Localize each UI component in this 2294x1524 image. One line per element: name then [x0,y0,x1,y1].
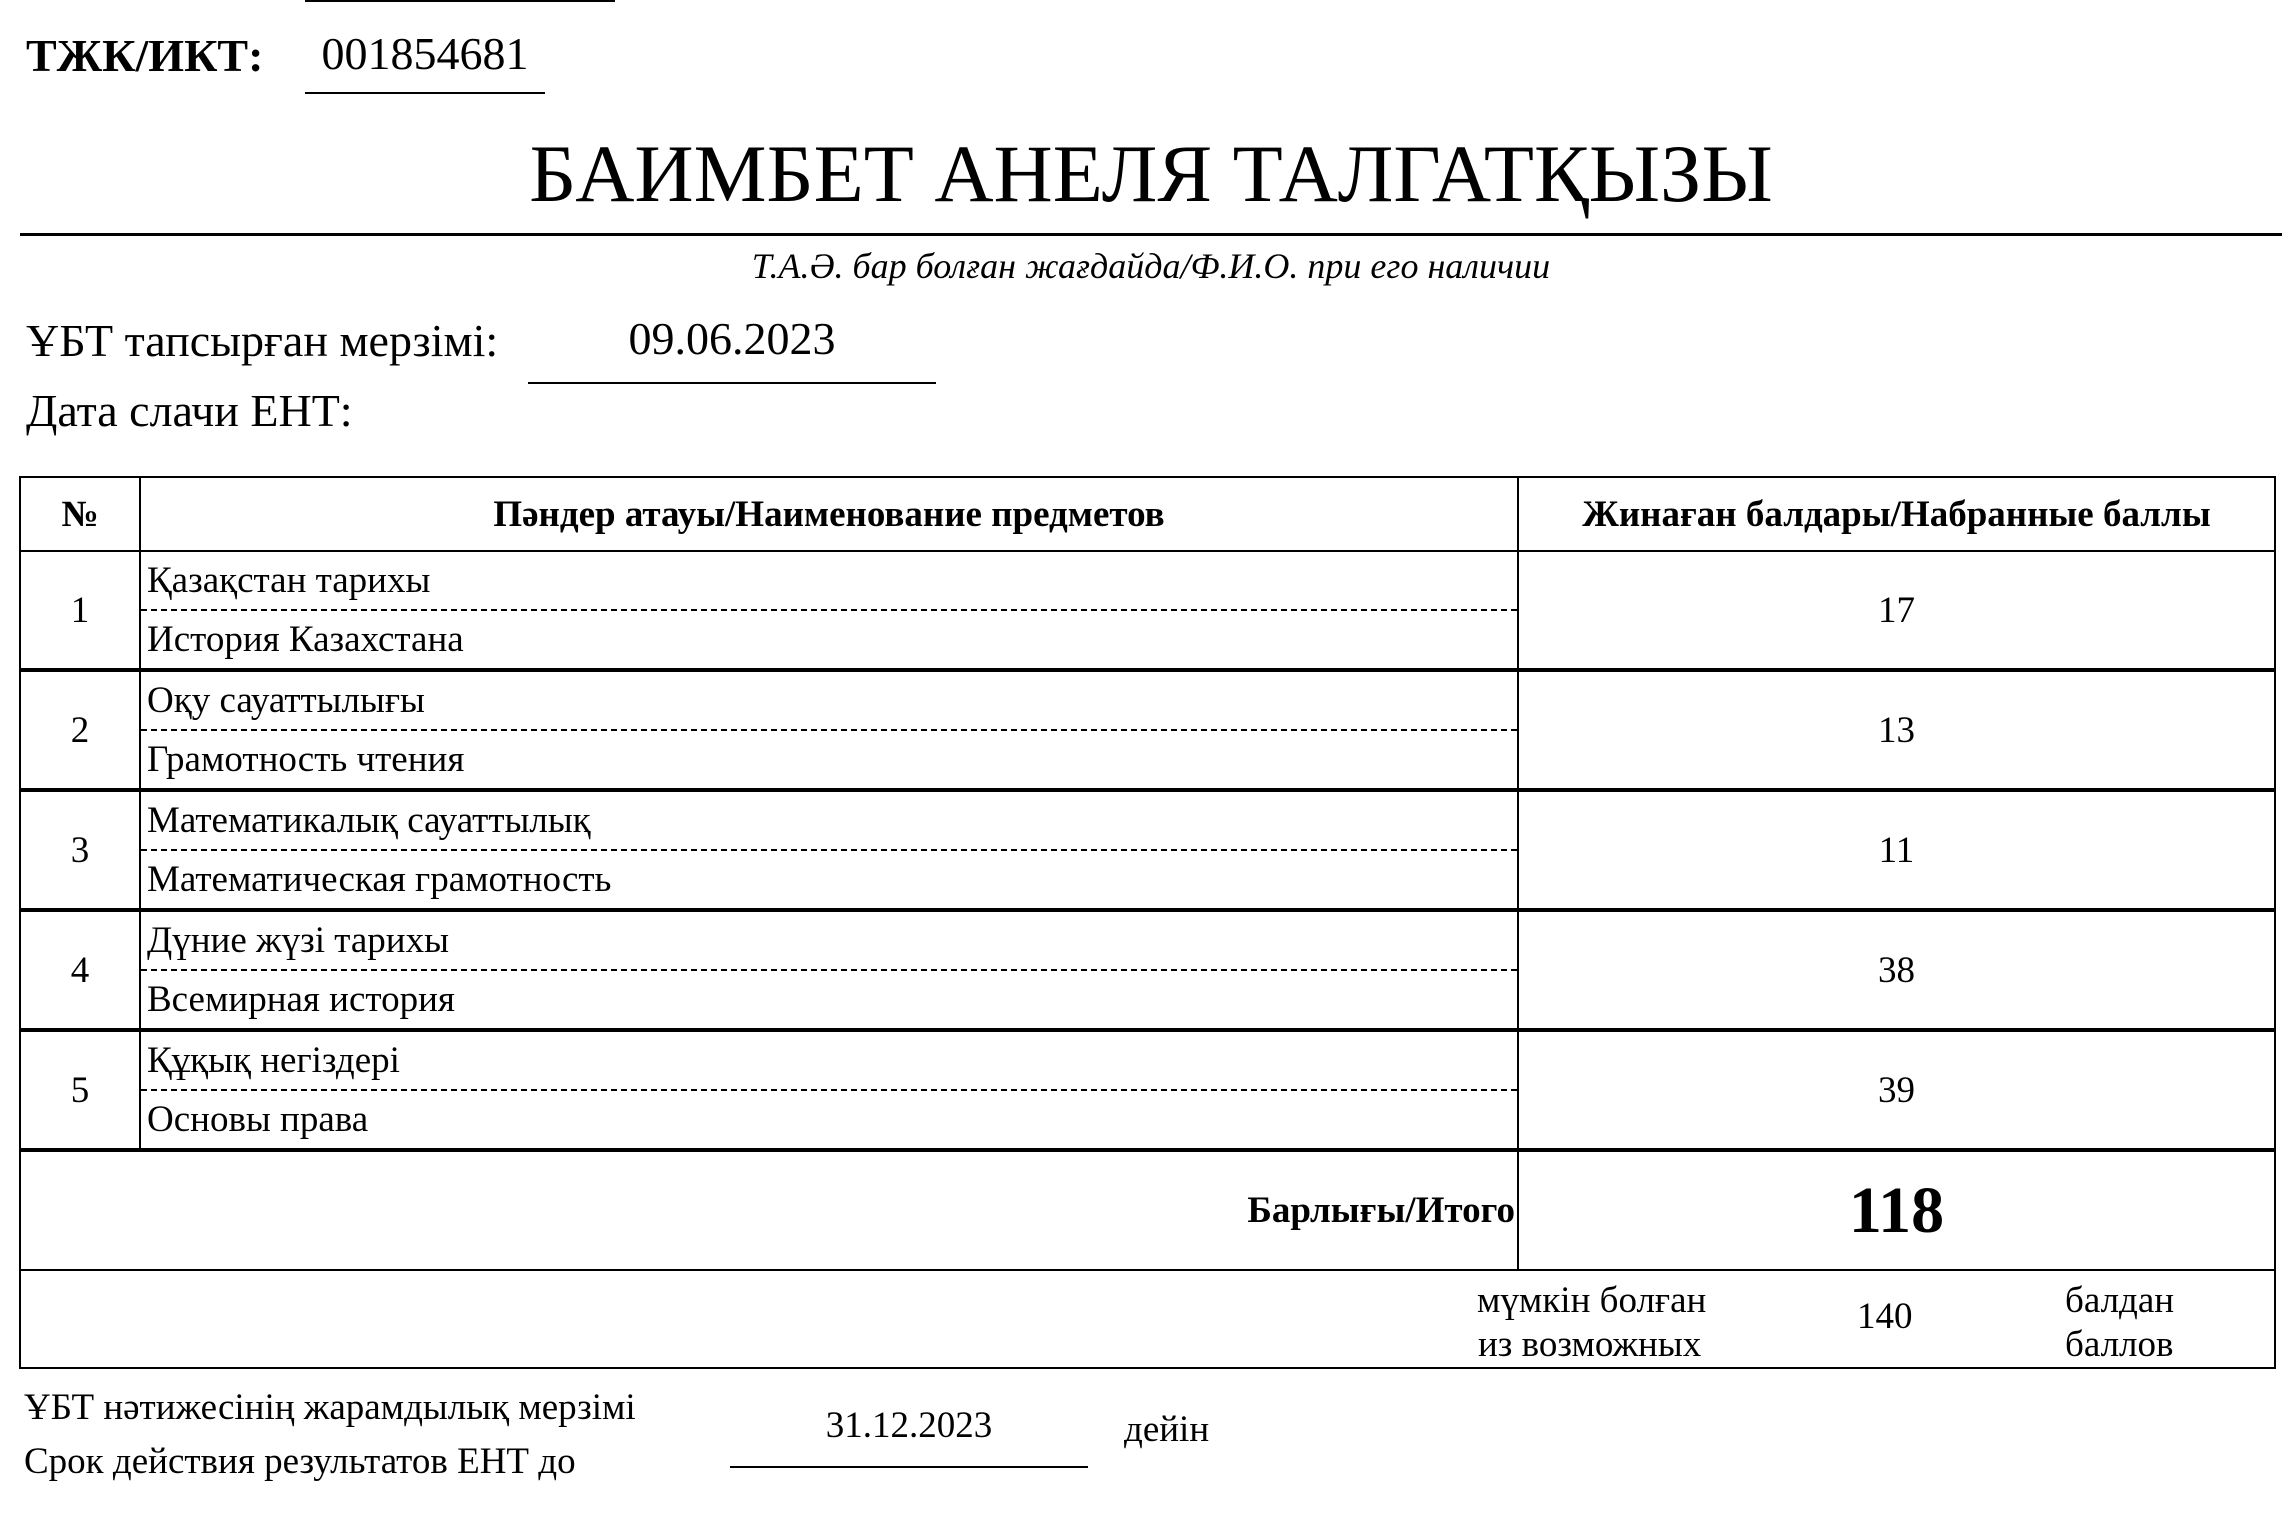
row-number: 5 [20,1030,140,1150]
header-score: Жинаған балдары/Набранные баллы [1518,477,2275,551]
possible-label-ru: из возможных [1478,1324,1702,1365]
total-label: Барлығы/Итого [20,1150,1518,1270]
points-label-ru: баллов [2065,1324,2174,1365]
subject-name-ru: Основы права [147,1099,369,1140]
name-caption: Т.А.Ә. бар болған жағдайда/Ф.И.О. при его наличии [751,246,1551,286]
subject-name-kk: Математикалық сауаттылық [141,792,1517,851]
subject-name-ru: Грамотность чтения [147,739,465,780]
exam-date-label-kk: ҰБТ тапсырған мерзімі: [26,315,499,366]
subject-name-kk: Дүние жүзі тарихы [141,912,1517,971]
subject-name-kk: Оқу сауаттылығы [141,672,1517,731]
possible-max-score: 140 [1857,1296,1913,1337]
possible-points-cell [20,1270,2275,1368]
subject-name-ru: Математическая грамотность [147,859,612,900]
table-row [20,910,2275,1030]
validity-label-kk: ҰБТ нәтижесінің жарамдылық мерзімі [24,1387,636,1428]
table-header-row [20,477,2275,551]
row-number: 3 [20,790,140,910]
subject-score: 11 [1518,790,2275,910]
name-underline [20,233,2282,236]
subject-name-kk: Қазақстан тарихы [141,552,1517,611]
possible-points-row [20,1270,2275,1368]
scores-table [19,476,2276,1369]
subject-name-ru: История Казахстана [147,619,464,660]
total-score: 118 [1518,1150,2275,1270]
subject-score: 13 [1518,670,2275,790]
table-row [20,670,2275,790]
ikt-value: 001854681 [305,26,545,94]
full-name: БАИМБЕТ АНЕЛЯ ТАЛГАТҚЫЗЫ [529,128,1773,219]
subject-score: 17 [1518,551,2275,670]
table-row [20,790,2275,910]
subject-cell [140,1030,1518,1150]
ikt-label: ТЖК/ИКТ: [26,30,264,81]
total-row [20,1150,2275,1270]
validity-suffix: дейін [1124,1409,1210,1450]
possible-label-kk: мүмкін болған [1477,1280,1707,1321]
top-underline-stub [305,0,615,2]
subject-cell [140,670,1518,790]
validity-label-ru: Срок действия результатов ЕНТ до [24,1441,576,1482]
points-label-kk: балдан [2065,1280,2175,1321]
table-row [20,1030,2275,1150]
validity-date: 31.12.2023 [730,1402,1088,1468]
header-subject: Пәндер атауы/Наименование предметов [140,477,1518,551]
row-number: 1 [20,551,140,670]
subject-name-kk: Құқық негіздері [141,1032,1517,1091]
subject-cell [140,790,1518,910]
row-number: 2 [20,670,140,790]
row-number: 4 [20,910,140,1030]
exam-date-value: 09.06.2023 [528,310,936,384]
subject-cell [140,910,1518,1030]
subject-name-ru: Всемирная история [147,979,455,1020]
exam-date-label-ru: Дата слачи ЕНТ: [26,385,353,436]
subject-score: 39 [1518,1030,2275,1150]
subject-score: 38 [1518,910,2275,1030]
header-number: № [20,477,140,551]
possible-points-container [21,1271,2274,1367]
subject-cell [140,551,1518,670]
table-row [20,551,2275,670]
